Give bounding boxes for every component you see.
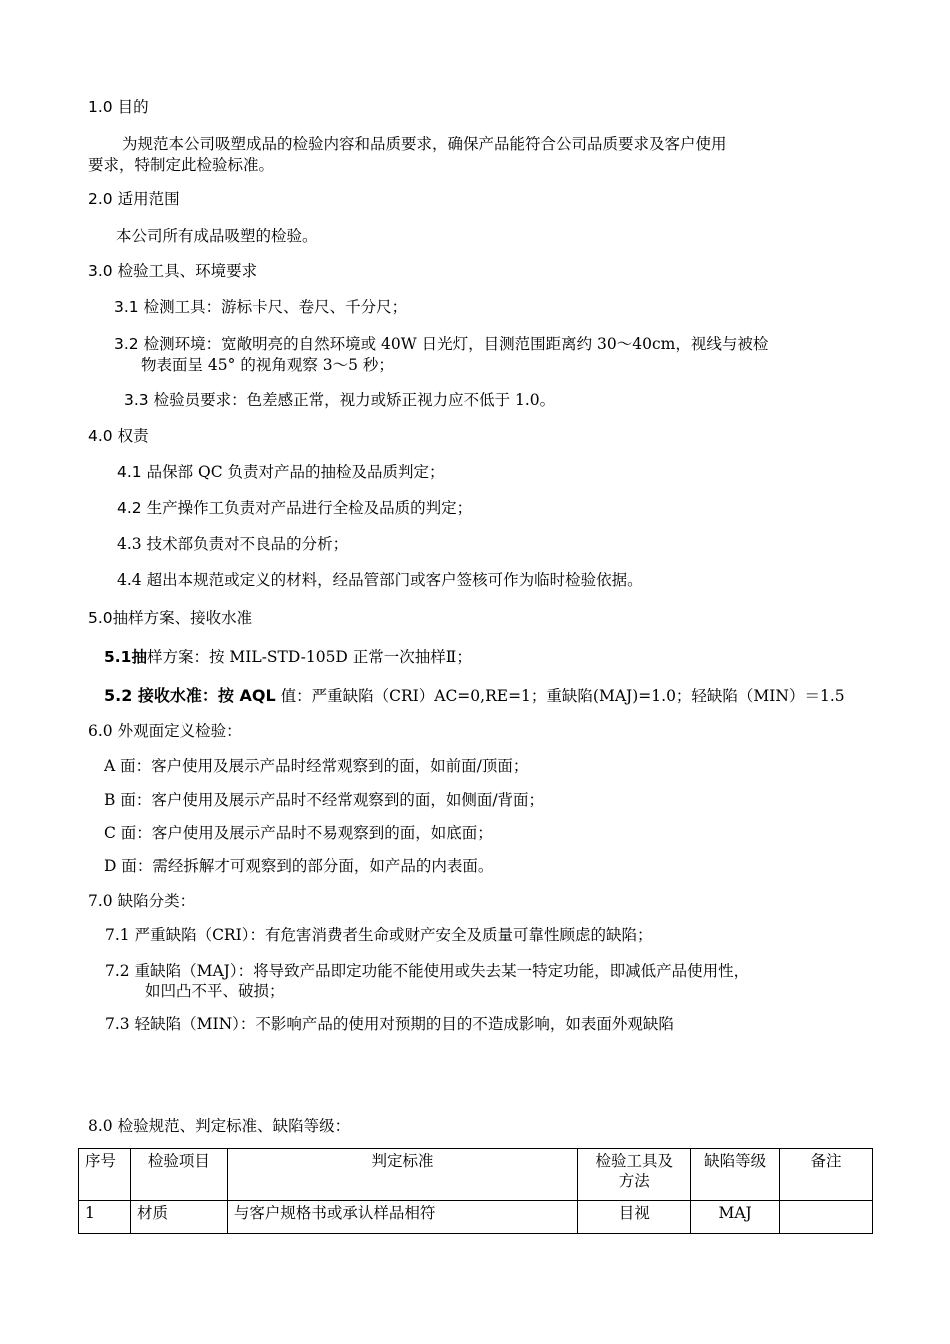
item-3-2-cont: 物表面呈 45° 的视角观察 3～5 秒； [141,356,394,374]
header-tool-line-1: 检验工具及 [595,1152,673,1170]
item-text-bold: 抽 [131,648,147,666]
section-title: 检验工具、环境要求 [117,262,258,280]
header-tool [578,1149,691,1201]
item-number: 4.1 [117,463,142,481]
item-text: 检验员要求：色差感正常，视力或矫正视力应不低于 1.0。 [153,391,556,409]
section-number: 2.0 [88,190,113,208]
item-text: 生产操作工负责对产品进行全检及品质的判定； [146,499,473,517]
item-number: 3.1 [114,298,139,316]
cell-grade: MAJ [691,1201,780,1234]
cell-note [780,1201,873,1234]
section-number: 1.0 [88,98,113,116]
item-text: 值：严重缺陷（CRI）AC=0,RE=1；重缺陷(MAJ)=1.0；轻缺陷（MIN）＝1.5 [275,687,845,705]
section-6-heading: 6.0 外观面定义检验： [88,722,242,740]
item-number: 5.1 [104,648,132,666]
section-1-body-line-1: 为规范本公司吸塑成品的检验内容和品质要求，确保产品能符合公司品质要求及客户使用 [122,135,727,153]
item-5-2 [104,686,845,706]
item-text: 品保部 QC 负责对产品的抽检及品质判定； [146,463,445,481]
item-text: 检测工具：游标卡尺、卷尺、千分尺； [143,298,408,316]
face-d-definition: D 面：需经拆解才可观察到的部分面，如产品的内表面。 [104,857,494,875]
header-grade: 缺陷等级 [691,1149,780,1201]
section-2-heading [88,189,180,209]
item-7-1: 7.1 严重缺陷（CRI）：有危害消费者生命或财产安全及质量可靠性顾虑的缺陷； [105,926,653,944]
item-4-2 [117,498,472,518]
header-note: 备注 [780,1149,873,1201]
item-3-3 [124,390,555,410]
cell-no: 1 [79,1201,131,1234]
item-3-2 [114,334,768,354]
item-7-3: 7.3 轻缺陷（MIN）：不影响产品的使用对预期的目的不造成影响，如表面外观缺陷 [105,1015,674,1033]
section-2-body: 本公司所有成品吸塑的检验。 [116,227,318,245]
section-number: 4.0 [88,427,113,445]
section-title: 适用范围 [117,190,180,208]
header-item: 检验项目 [130,1149,227,1201]
item-number: 4.2 [117,499,142,517]
header-standard: 判定标准 [227,1149,577,1201]
header-no: 序号 [79,1149,131,1201]
cell-tool: 目视 [578,1201,691,1234]
header-tool-line-2: 方法 [618,1172,650,1190]
section-4-heading [88,426,149,446]
item-number: 3.3 [124,391,149,409]
section-3-heading [88,261,257,281]
item-7-2: 7.2 重缺陷（MAJ）：将导致产品即定功能不能使用或失去某一特定功能，即减低产品使用性， [105,962,750,980]
item-number: 3.2 [114,335,139,353]
table-header-row [79,1149,873,1201]
face-c-definition: C 面：客户使用及展示产品时不易观察到的面，如底面； [104,824,493,842]
section-5-heading [88,608,252,628]
inspection-spec-table [78,1148,873,1234]
section-1-body-line-2: 要求，特制定此检验标准。 [88,156,275,174]
cell-standard: 与客户规格书或承认样品相符 [227,1201,577,1234]
face-b-definition: B 面：客户使用及展示产品时不经常观察到的面，如侧面/背面； [104,791,545,809]
section-title: 权责 [117,427,149,445]
section-title: 样方案、接收水准 [128,609,253,627]
item-text-bold: 5.2 接收水准：按 AQL [104,686,276,705]
face-a-definition: A 面：客户使用及展示产品时经常观察到的面，如前面/顶面； [104,757,529,775]
item-4-4: 4.4 超出本规范或定义的材料，经品管部门或客户签核可作为临时检验依据。 [117,571,643,589]
item-4-1 [117,462,445,482]
item-3-1 [114,297,407,317]
item-text: 检测环境：宽敞明亮的自然环境或 40W 日光灯，目测范围距离约 30～40cm，视线与被检 [143,335,769,353]
section-title-bold: 抽 [112,609,129,627]
section-8-heading: 8.0 检验规范、判定标准、缺陷等级： [88,1117,351,1135]
section-number: 5.0 [88,609,113,627]
section-1-heading [88,97,149,117]
item-text: 样方案：按 MIL-STD-105D 正常一次抽样Ⅱ； [146,648,472,666]
section-title: 目的 [117,98,149,116]
cell-item: 材质 [130,1201,227,1234]
item-7-2-cont: 如凹凸不平、破损； [145,982,285,1000]
item-4-3: 4.3 技术部负责对不良品的分析； [117,535,349,553]
table-row [79,1201,873,1234]
section-number: 3.0 [88,262,113,280]
section-7-heading: 7.0 缺陷分类： [88,892,196,910]
item-5-1 [104,647,472,667]
